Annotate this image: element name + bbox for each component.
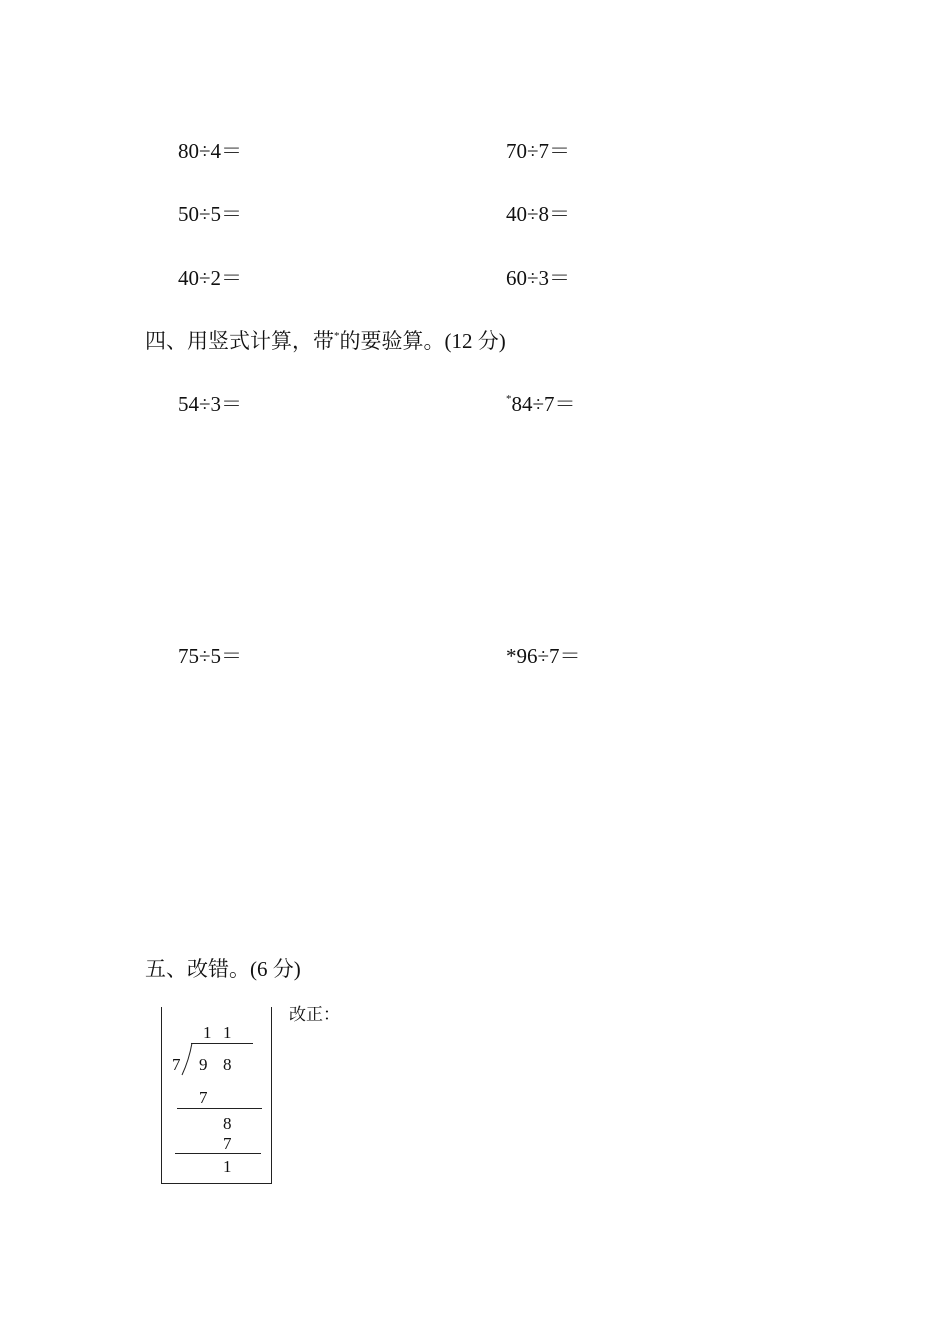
step2-product: 7 xyxy=(223,1134,232,1153)
problem-54-div-3: 54÷3＝ xyxy=(178,392,243,416)
step2-line xyxy=(175,1153,261,1154)
section4-heading-text: 四、用竖式计算，带 xyxy=(145,329,334,353)
division-bracket-top xyxy=(191,1043,253,1044)
dividend-digit-tens: 9 xyxy=(199,1055,208,1074)
error-division-figure xyxy=(161,1007,272,1184)
section4-heading-suffix: 的要验算。(12 分) xyxy=(339,329,506,353)
asterisk-mark: * xyxy=(506,393,512,405)
problem-60-div-3: 60÷3＝ xyxy=(506,266,571,290)
problem-50-div-5: 50÷5＝ xyxy=(178,202,243,226)
final-remainder: 1 xyxy=(223,1157,232,1176)
section4-heading xyxy=(145,328,506,358)
step2-bring-down: 8 xyxy=(223,1114,232,1133)
problem-70-div-7: 70÷7＝ xyxy=(506,139,571,163)
section5-heading: 五、改错。(6 分) xyxy=(145,957,301,981)
problem-80-div-4: 80÷4＝ xyxy=(178,139,243,163)
step1-product: 7 xyxy=(199,1088,208,1107)
division-bracket-curve xyxy=(181,1042,195,1076)
problem-84-div-7-text: 84÷7＝ xyxy=(511,392,576,416)
quotient-digit-tens: 1 xyxy=(203,1023,212,1042)
step1-line xyxy=(177,1108,262,1109)
problem-84-div-7 xyxy=(506,392,576,420)
correction-label: 改正： xyxy=(289,1005,340,1024)
problem-96-div-7: *96÷7＝ xyxy=(506,644,581,668)
dividend-digit-ones: 8 xyxy=(223,1055,232,1074)
problem-75-div-5: 75÷5＝ xyxy=(178,644,243,668)
quotient-digit-ones: 1 xyxy=(223,1023,232,1042)
asterisk-mark: * xyxy=(334,330,340,342)
problem-40-div-2: 40÷2＝ xyxy=(178,266,243,290)
divisor: 7 xyxy=(172,1055,181,1074)
problem-40-div-8: 40÷8＝ xyxy=(506,202,571,226)
